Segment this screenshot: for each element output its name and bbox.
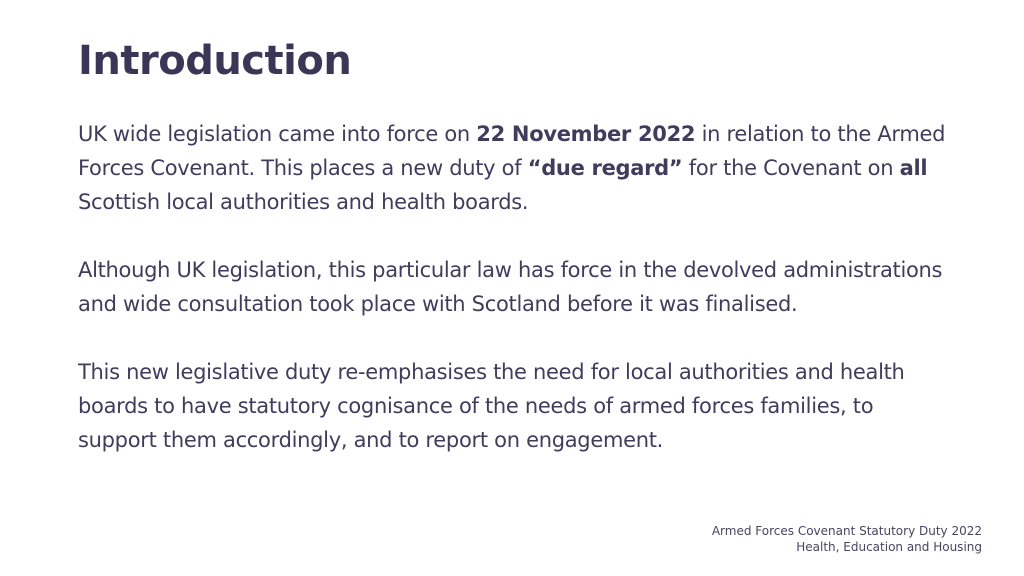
paragraph-duty: [78, 355, 958, 457]
text-segment: for the Covenant on: [682, 156, 900, 180]
highlight-due-regard: “due regard”: [527, 156, 683, 180]
paragraph-legislation: [78, 117, 958, 219]
text-segment: Scottish local authorities and health boards.: [78, 190, 529, 214]
highlight-all: all: [899, 156, 928, 180]
paragraph-devolved: [78, 253, 958, 321]
slide-footer: [712, 523, 982, 555]
footer-line-subtitle: Health, Education and Housing: [796, 540, 982, 554]
text-segment: Although UK legislation, this particular law has force in the devolved administrations and wide consultation took place with Scotland before it was finalised.: [78, 258, 943, 316]
slide-title: Introduction: [78, 38, 352, 84]
text-segment: in relation to the Armed Forces Covenant. This places a new duty of: [78, 122, 946, 180]
highlight-date: 22 November 2022: [476, 122, 696, 146]
footer-line-title: Armed Forces Covenant Statutory Duty 2022: [711, 524, 982, 538]
body-text: [78, 117, 958, 491]
text-segment: This new legislative duty re-emphasises the need for local authorities and health boards to have statutory cognisance of the needs of armed forces families, to support them accordingly, and to report on engagement.: [78, 360, 905, 452]
text-segment: UK wide legislation came into force on: [78, 122, 477, 146]
